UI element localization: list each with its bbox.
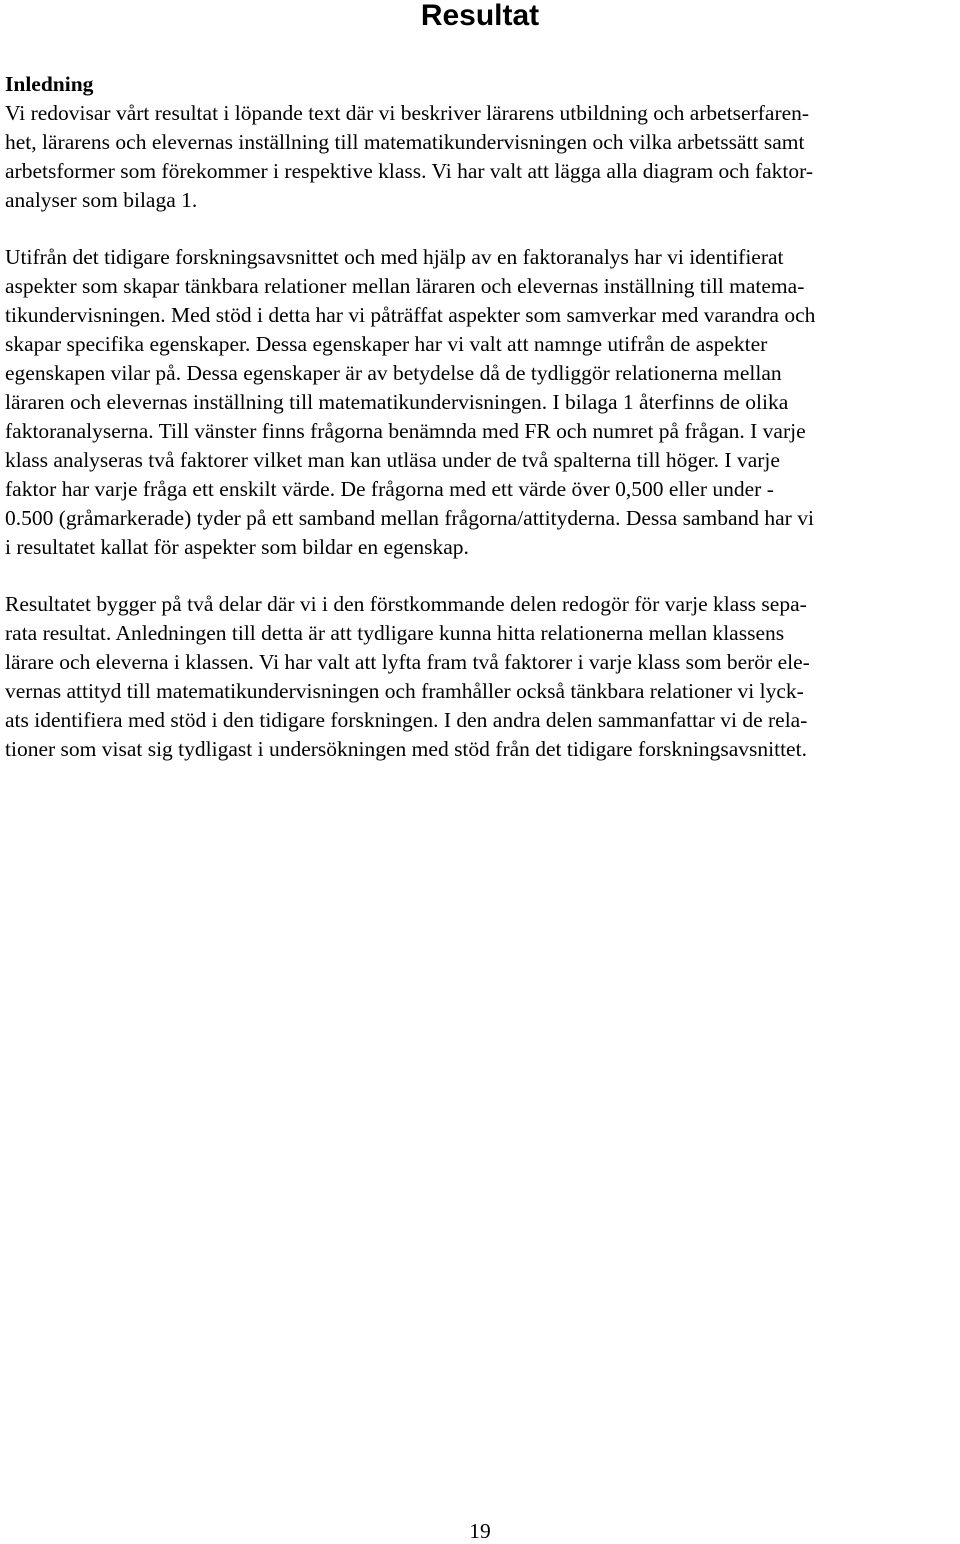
structure-line: lärare och eleverna i klassen. Vi har valt att lyfta fram två faktorer i varje klass som berör ele- bbox=[5, 650, 810, 674]
structure-line: tioner som visat sig tydligast i undersökningen med stöd från det tidigare forskningsavsnittet. bbox=[5, 737, 807, 761]
method-paragraph bbox=[5, 243, 956, 562]
method-line: Utifrån det tidigare forskningsavsnittet och med hjälp av en faktoranalys har vi identifierat bbox=[5, 245, 784, 269]
document-body bbox=[5, 70, 956, 764]
method-line: faktoranalyserna. Till vänster finns frågorna benämnda med FR och numret på frågan. I varje bbox=[5, 419, 806, 443]
method-line: läraren och elevernas inställning till matematikundervisningen. I bilaga 1 återfinns de olika bbox=[5, 390, 789, 414]
structure-line: vernas attityd till matematikundervisningen och framhåller också tänkbara relationer vi lyck- bbox=[5, 679, 804, 703]
section-heading: Inledning bbox=[5, 72, 94, 96]
structure-line: rata resultat. Anledningen till detta är att tydligare kunna hitta relationerna mellan klassens bbox=[5, 621, 785, 645]
structure-line: ats identifiera med stöd i den tidigare forskningen. I den andra delen sammanfattar vi de rela- bbox=[5, 708, 808, 732]
intro-line: arbetsformer som förekommer i respektive klass. Vi har valt att lägga alla diagram och faktor- bbox=[5, 159, 814, 183]
intro-line: analyser som bilaga 1. bbox=[5, 188, 198, 212]
method-line: klass analyseras två faktorer vilket man kan utläsa under de två spalterna till höger. I varje bbox=[5, 448, 780, 472]
method-line: tikundervisningen. Med stöd i detta har vi påträffat aspekter som samverkar med varandra och bbox=[5, 303, 816, 327]
structure-paragraph bbox=[5, 590, 956, 764]
method-line: skapar specifika egenskaper. Dessa egenskaper har vi valt att namnge utifrån de aspekter bbox=[5, 332, 768, 356]
structure-line: Resultatet bygger på två delar där vi i den förstkommande delen redogör för varje klass sepa- bbox=[5, 592, 807, 616]
method-line: egenskapen vilar på. Dessa egenskaper är av betydelse då de tydliggör relationerna mellan bbox=[5, 361, 782, 385]
page-number: 19 bbox=[469, 1519, 491, 1543]
intro-paragraph bbox=[5, 99, 956, 215]
method-line: faktor har varje fråga ett enskilt värde. De frågorna med ett värde över 0,500 eller under - bbox=[5, 477, 774, 501]
intro-line: het, lärarens och elevernas inställning till matematikundervisningen och vilka arbetssätt samt bbox=[5, 130, 805, 154]
page-title: Resultat bbox=[420, 0, 540, 32]
intro-line: Vi redovisar vårt resultat i löpande text där vi beskriver lärarens utbildning och arbetserfaren- bbox=[5, 101, 810, 125]
method-line: i resultatet kallat för aspekter som bildar en egenskap. bbox=[5, 535, 469, 559]
method-line: 0.500 (gråmarkerade) tyder på ett samband mellan frågorna/attityderna. Dessa samband har vi bbox=[5, 506, 814, 530]
method-line: aspekter som skapar tänkbara relationer mellan läraren och elevernas inställning till matema- bbox=[5, 274, 805, 298]
